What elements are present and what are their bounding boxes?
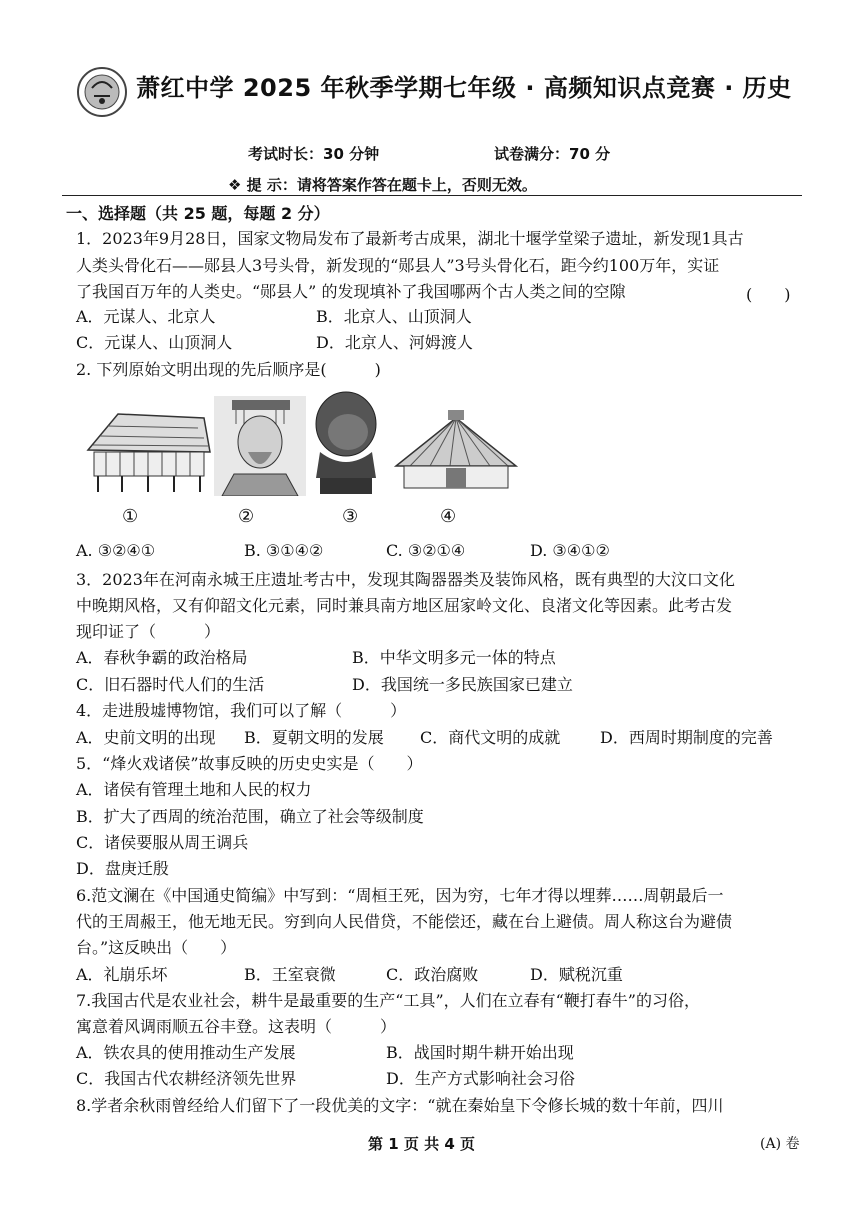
- exam-title: 萧红中学 2025 年秋季学期七年级 · 高频知识点竞赛 · 历史: [136, 74, 792, 102]
- q5-option-c: C．诸侯要服从周王调兵: [76, 833, 249, 852]
- volume-label: (A) 卷: [760, 1136, 800, 1152]
- q1-line: 1．2023年9月28日，国家文物局发布了最新考古成果，湖北十堰学堂梁子遗址，新发现1具古: [76, 229, 744, 248]
- q3-option-c: C．旧石器时代人们的生活: [76, 675, 265, 694]
- header-divider: [62, 195, 802, 196]
- q1-option-d: D．北京人、河姆渡人: [316, 333, 473, 352]
- q2-image-label: ④: [440, 506, 457, 527]
- q2-image-label: ①: [122, 506, 139, 527]
- q1-option-a: A．元谋人、北京人: [76, 307, 216, 326]
- q3-line: 现印证了（ ）: [76, 622, 221, 641]
- section-heading: 一、选择题（共 25 题，每题 2 分）: [66, 204, 330, 223]
- full-score: 试卷满分：70 分: [494, 145, 611, 163]
- q7-option-c: C．我国古代农耕经济领先世界: [76, 1069, 297, 1088]
- q2-option-b: B. ③①④②: [244, 541, 324, 560]
- q2-image-label: ③: [342, 506, 359, 527]
- q1-line: 了我国百万年的人类史。“郧县人” 的发现填补了我国哪两个古人类之间的空隙: [76, 282, 626, 301]
- q3-line: 3．2023年在河南永城王庄遗址考古中，发现其陶器器类及装饰风格，既有典型的大汶口文化: [76, 570, 735, 589]
- q4-option-b: B．夏朝文明的发展: [244, 728, 384, 747]
- q5-option-b: B．扩大了西周的统治范围，确立了社会等级制度: [76, 807, 424, 826]
- q3-option-b: B．中华文明多元一体的特点: [352, 648, 556, 667]
- stilt-house-image: [78, 408, 212, 494]
- q2-image-label: ②: [238, 506, 255, 527]
- answer-tip: ❖ 提 示：请将答案作答在题卡上，否则无效。: [228, 176, 537, 194]
- q2-stem: 2. 下列原始文明出现的先后顺序是( ): [76, 360, 381, 379]
- q7-line: 寓意着风调雨顺五谷丰登。这表明（ ）: [76, 1017, 397, 1036]
- exam-duration: 考试时长：30 分钟: [248, 145, 380, 163]
- q7-option-d: D．生产方式影响社会习俗: [386, 1069, 575, 1088]
- q1-option-b: B．北京人、山顶洞人: [316, 307, 472, 326]
- q2-option-c: C. ③②①④: [386, 541, 466, 560]
- q8-line: 8.学者余秋雨曾经给人们留下了一段优美的文字：“就在秦始皇下令修长城的数十年前，四川: [76, 1096, 724, 1115]
- q6-line: 代的王周赧王，他无地无民。穷到向人民借贷，不能偿还，藏在台上避债。周人称这台为避债: [76, 912, 733, 931]
- thatched-hut-image: [390, 410, 522, 496]
- school-logo-icon: [76, 66, 128, 118]
- q7-option-b: B．战国时期牛耕开始出现: [386, 1043, 574, 1062]
- q6-option-c: C．政治腐败: [386, 965, 479, 984]
- q7-line: 7.我国古代是农业社会，耕牛是最重要的生产“工具”，人们在立春有“鞭打春牛”的习俗，: [76, 991, 700, 1010]
- q6-option-b: B．王室衰微: [244, 965, 336, 984]
- q7-option-a: A．铁农具的使用推动生产发展: [76, 1043, 296, 1062]
- q3-option-a: A．春秋争霸的政治格局: [76, 648, 248, 667]
- q2-option-d: D. ③④①②: [530, 541, 610, 560]
- q4-option-a: A．史前文明的出现: [76, 728, 216, 747]
- q3-line: 中晚期风格，又有仰韶文化元素，同时兼具南方地区屈家岭文化、良渚文化等因素。此考古发: [76, 596, 733, 615]
- q6-line: 6.范文澜在《中国通史简编》中写到：“周桓王死，因为穷，七年才得以埋葬……周朝最后一: [76, 886, 724, 905]
- q4-stem: 4．走进殷墟博物馆，我们可以了解（ ）: [76, 701, 407, 720]
- q1-option-c: C．元谋人、山顶洞人: [76, 333, 233, 352]
- q5-stem: 5．“烽火戏诸侯”故事反映的历史史实是（ ）: [76, 754, 423, 773]
- q3-option-d: D．我国统一多民族国家已建立: [352, 675, 573, 694]
- q2-option-a: A. ③②④①: [76, 541, 156, 560]
- emperor-portrait-image: [214, 396, 306, 496]
- page-number: 第 1 页 共 4 页: [368, 1135, 475, 1153]
- q5-option-a: A．诸侯有管理土地和人民的权力: [76, 780, 312, 799]
- hominid-bust-image: [306, 388, 386, 498]
- q5-option-d: D．盘庚迁殷: [76, 859, 169, 878]
- q1-line: 人类头骨化石——郧县人3号头骨，新发现的“郧县人”3号头骨化石，距今约100万年，实证: [76, 256, 720, 275]
- q1-answer-paren: ( ): [746, 285, 791, 304]
- q6-option-d: D．赋税沉重: [530, 965, 623, 984]
- q4-option-d: D．西周时期制度的完善: [600, 728, 773, 747]
- q6-option-a: A．礼崩乐坏: [76, 965, 168, 984]
- q6-line: 台。”这反映出（ ）: [76, 938, 237, 957]
- q4-option-c: C．商代文明的成就: [420, 728, 561, 747]
